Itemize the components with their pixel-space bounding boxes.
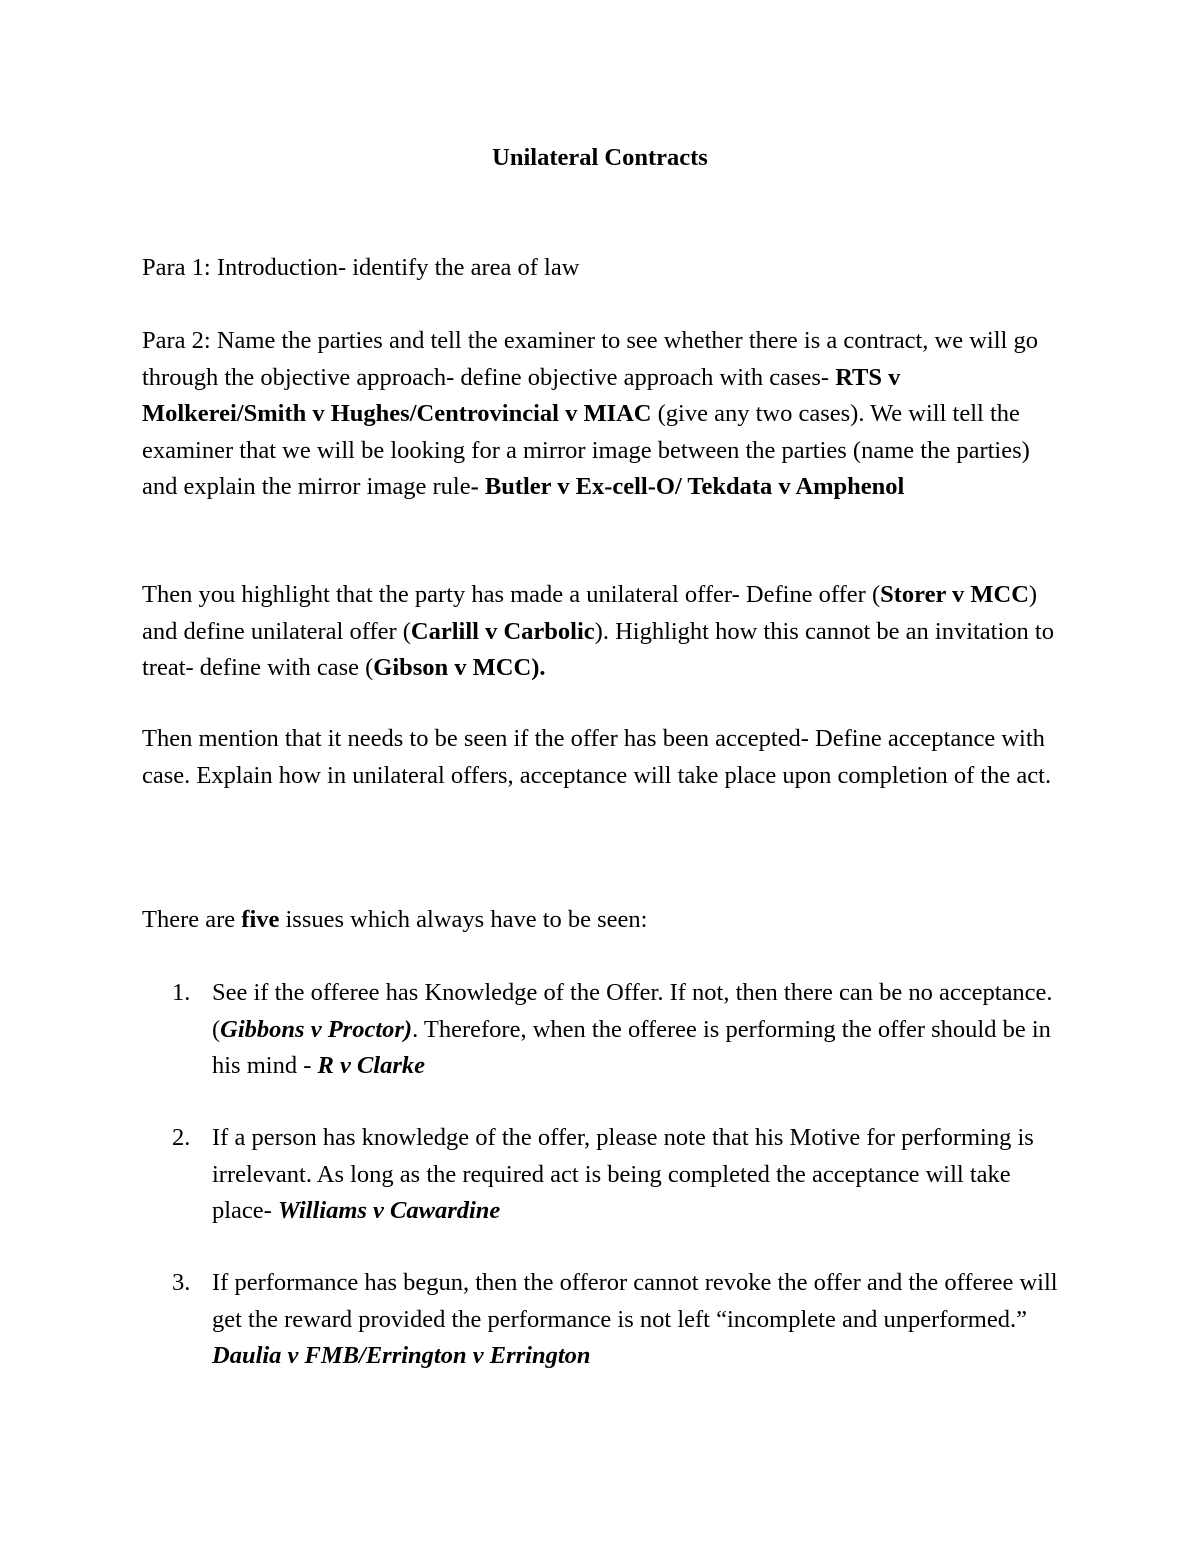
issue-2-text-1: If a person has knowledge of the offer, please note that his Motive for performing is irrelevant. As long as the required act is being completed the acceptance will take place- bbox=[212, 1124, 1034, 1224]
case-clarke: R v Clarke bbox=[317, 1052, 426, 1079]
page-title: Unilateral Contracts bbox=[492, 144, 708, 171]
list-item-number: 2. bbox=[172, 1124, 191, 1151]
issue-1-text-2: . Therefore, when the offeree is performing the offer should be in his mind - bbox=[212, 1015, 1051, 1079]
issues-intro-text-1: There are bbox=[142, 906, 242, 933]
paragraph-3-text-1: Then you highlight that the party has made a unilateral offer- Define offer ( bbox=[142, 581, 881, 608]
issues-intro-count: five bbox=[241, 906, 280, 933]
issue-1-text-1: See if the offeree has Knowledge of the Offer. If not, then there can be no acceptance. ( bbox=[212, 979, 1053, 1043]
list-item-text bbox=[212, 1265, 1062, 1375]
list-item-number: 3. bbox=[172, 1269, 191, 1296]
paragraph-3-text-2: ) and define unilateral offer ( bbox=[142, 581, 1038, 645]
paragraph-3 bbox=[142, 577, 1057, 687]
paragraph-3-text-3: ). Highlight how this cannot be an invitation to treat- define with case ( bbox=[142, 617, 1054, 681]
paragraph-2 bbox=[142, 323, 1057, 506]
issues-intro-text-2: issues which always have to be seen: bbox=[279, 906, 648, 933]
case-williams: Williams v Cawardine bbox=[277, 1197, 501, 1224]
case-citations-mirror-image: - Butler v Ex-cell-O/ Tekdata v Amphenol bbox=[470, 473, 905, 500]
case-carlill: Carlill v Carbolic bbox=[410, 617, 595, 645]
list-item-text bbox=[212, 975, 1062, 1085]
issue-3-text-1: If performance has begun, then the offeror cannot revoke the offer and the offeree will get the reward provided the performance is not left “incomplete and unperformed.” bbox=[212, 1269, 1058, 1333]
paragraph-2-mid: (give any two cases). We will tell the examiner that we will be looking for a mirror image between the parties (name the parties) and explain the mirror image rule bbox=[142, 400, 1030, 500]
case-gibson: Gibson v MCC bbox=[373, 654, 532, 681]
paragraph-2-lead: Para 2: Name the parties and tell the examiner to see whether there is a contract, we will go through the objective approach- define objective approach with cases- bbox=[142, 327, 1038, 391]
case-daulia: Daulia v FMB/Errington v Errington bbox=[212, 1342, 591, 1369]
issues-intro bbox=[142, 902, 1057, 939]
paragraph-3-text-4: ). bbox=[531, 654, 546, 681]
list-item-number: 1. bbox=[172, 979, 191, 1006]
case-storer: Storer v MCC bbox=[880, 581, 1029, 608]
case-citations-objective: RTS v Molkerei/Smith v Hughes/Centrovincial v MIAC bbox=[142, 363, 901, 427]
paragraph-1: Para 1: Introduction- identify the area of law bbox=[142, 254, 580, 281]
list-item-text bbox=[212, 1120, 1062, 1230]
paragraph-4: Then mention that it needs to be seen if the offer has been accepted- Define acceptance with case. Explain how in unilateral offers, acceptance will take place upon completion of the act. bbox=[142, 725, 1052, 789]
case-gibbons: Gibbons v Proctor) bbox=[220, 1015, 413, 1043]
